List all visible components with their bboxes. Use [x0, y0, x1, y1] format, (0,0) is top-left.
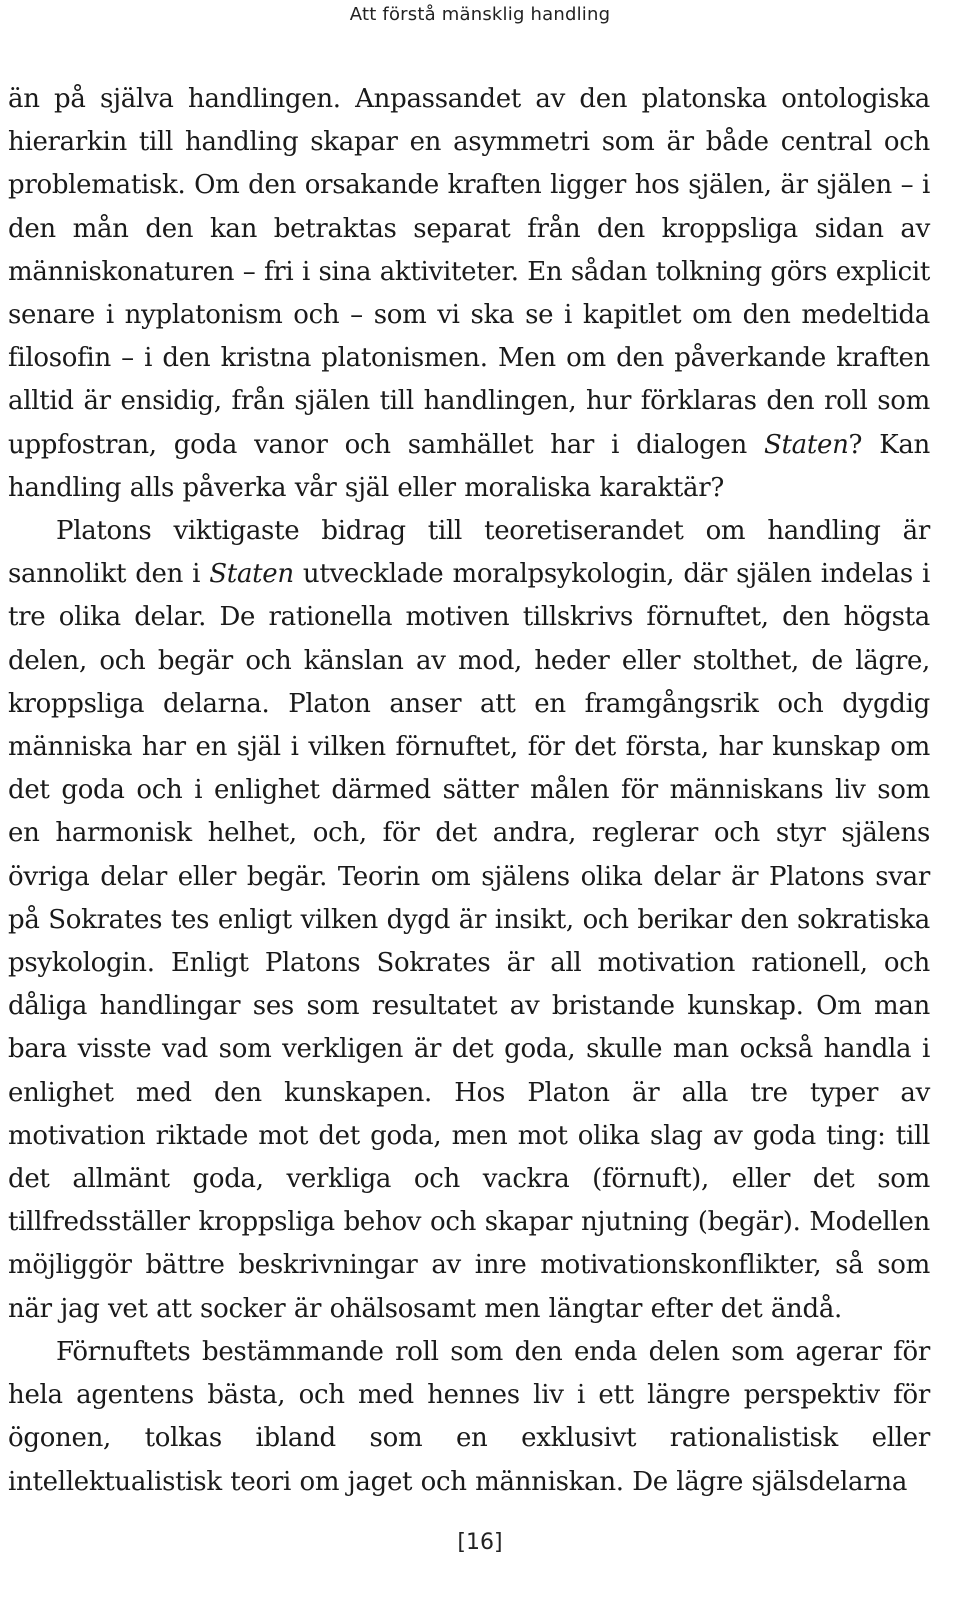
running-header: Att förstå mänsklig handling	[349, 4, 611, 25]
page-number: [16]	[457, 1530, 503, 1555]
paragraph-2	[8, 510, 930, 1331]
paragraph-1-text-a: än på själva handlingen. Anpassandet av den platonska ontologiska hierarkin till handling skapar en asymmetri som är både central och problematisk. Om den orsakande kraften ligger hos själen, är själen – i den mån den kan betraktas separat från den kroppsliga sidan av människonaturen – fri i sina aktiviteter. En sådan tolkning görs explicit senare i nyplatonism och – som vi ska se i kapitlet om den medeltida filosofin – i den kristna platonismen. Men om den påverkande kraften alltid är ensidig, från själen till handlingen, hur förklaras den roll som uppfostran, goda vanor och samhället har i dialogen	[8, 84, 930, 460]
body-text	[8, 78, 930, 1504]
paragraph-1	[8, 78, 930, 510]
paragraph-1-text-b: ? Kan handling alls påverka vår själ eller moraliska karaktär?	[8, 429, 930, 503]
paragraph-3-text: Förnuftets bestämmande roll som den enda delen som agerar för hela agentens bästa, och med hennes liv i ett längre perspektiv för ögonen, tolkas ibland som en exklusivt rationalistisk eller intellektualistisk teori om jaget och människan. De lägre själsdelarna	[8, 1336, 930, 1497]
paragraph-2-text-b: utvecklade moralpsykologin, där själen indelas i tre olika delar. De rationella motiven tillskrivs förnuftet, den högsta delen, och begär och känslan av mod, heder eller stolthet, de lägre, kroppsliga delarna. Platon anser att en framgångsrik och dygdig människa har en själ i vilken förnuftet, för det första, har kunskap om det goda och i enlighet därmed sätter målen för människans liv som en harmonisk helhet, och, för det andra, reglerar och styr själens övriga delar eller begär. Teorin om själens olika delar är Platons svar på Sokrates tes enligt vilken dygd är insikt, och berikar den sokratiska psykologin. Enligt Platons Sokrates är all motivation rationell, och dåliga handlingar ses som resultatet av bristande kunskap. Om man bara visste vad som verkligen är det goda, skulle man också handla i enlighet med den kunskapen. Hos Platon är alla tre typer av motivation riktade mot det goda, men mot olika slag av goda ting: till det allmänt goda, verkliga och vackra (förnuft), eller det som tillfredsställer kroppsliga behov och skapar njutning (begär). Modellen möjliggör bättre beskrivningar av inre motivationskonflikter, så som när jag vet att socker är ohälsosamt men längtar efter det ändå.	[8, 559, 930, 1324]
paragraph-2-text-a: Platons viktigaste bidrag till teoretiserandet om handling är sannolikt den i	[8, 516, 930, 590]
italic-title-staten: Staten	[209, 559, 294, 590]
paragraph-3	[8, 1331, 930, 1504]
italic-title-staten: Staten	[764, 429, 849, 460]
